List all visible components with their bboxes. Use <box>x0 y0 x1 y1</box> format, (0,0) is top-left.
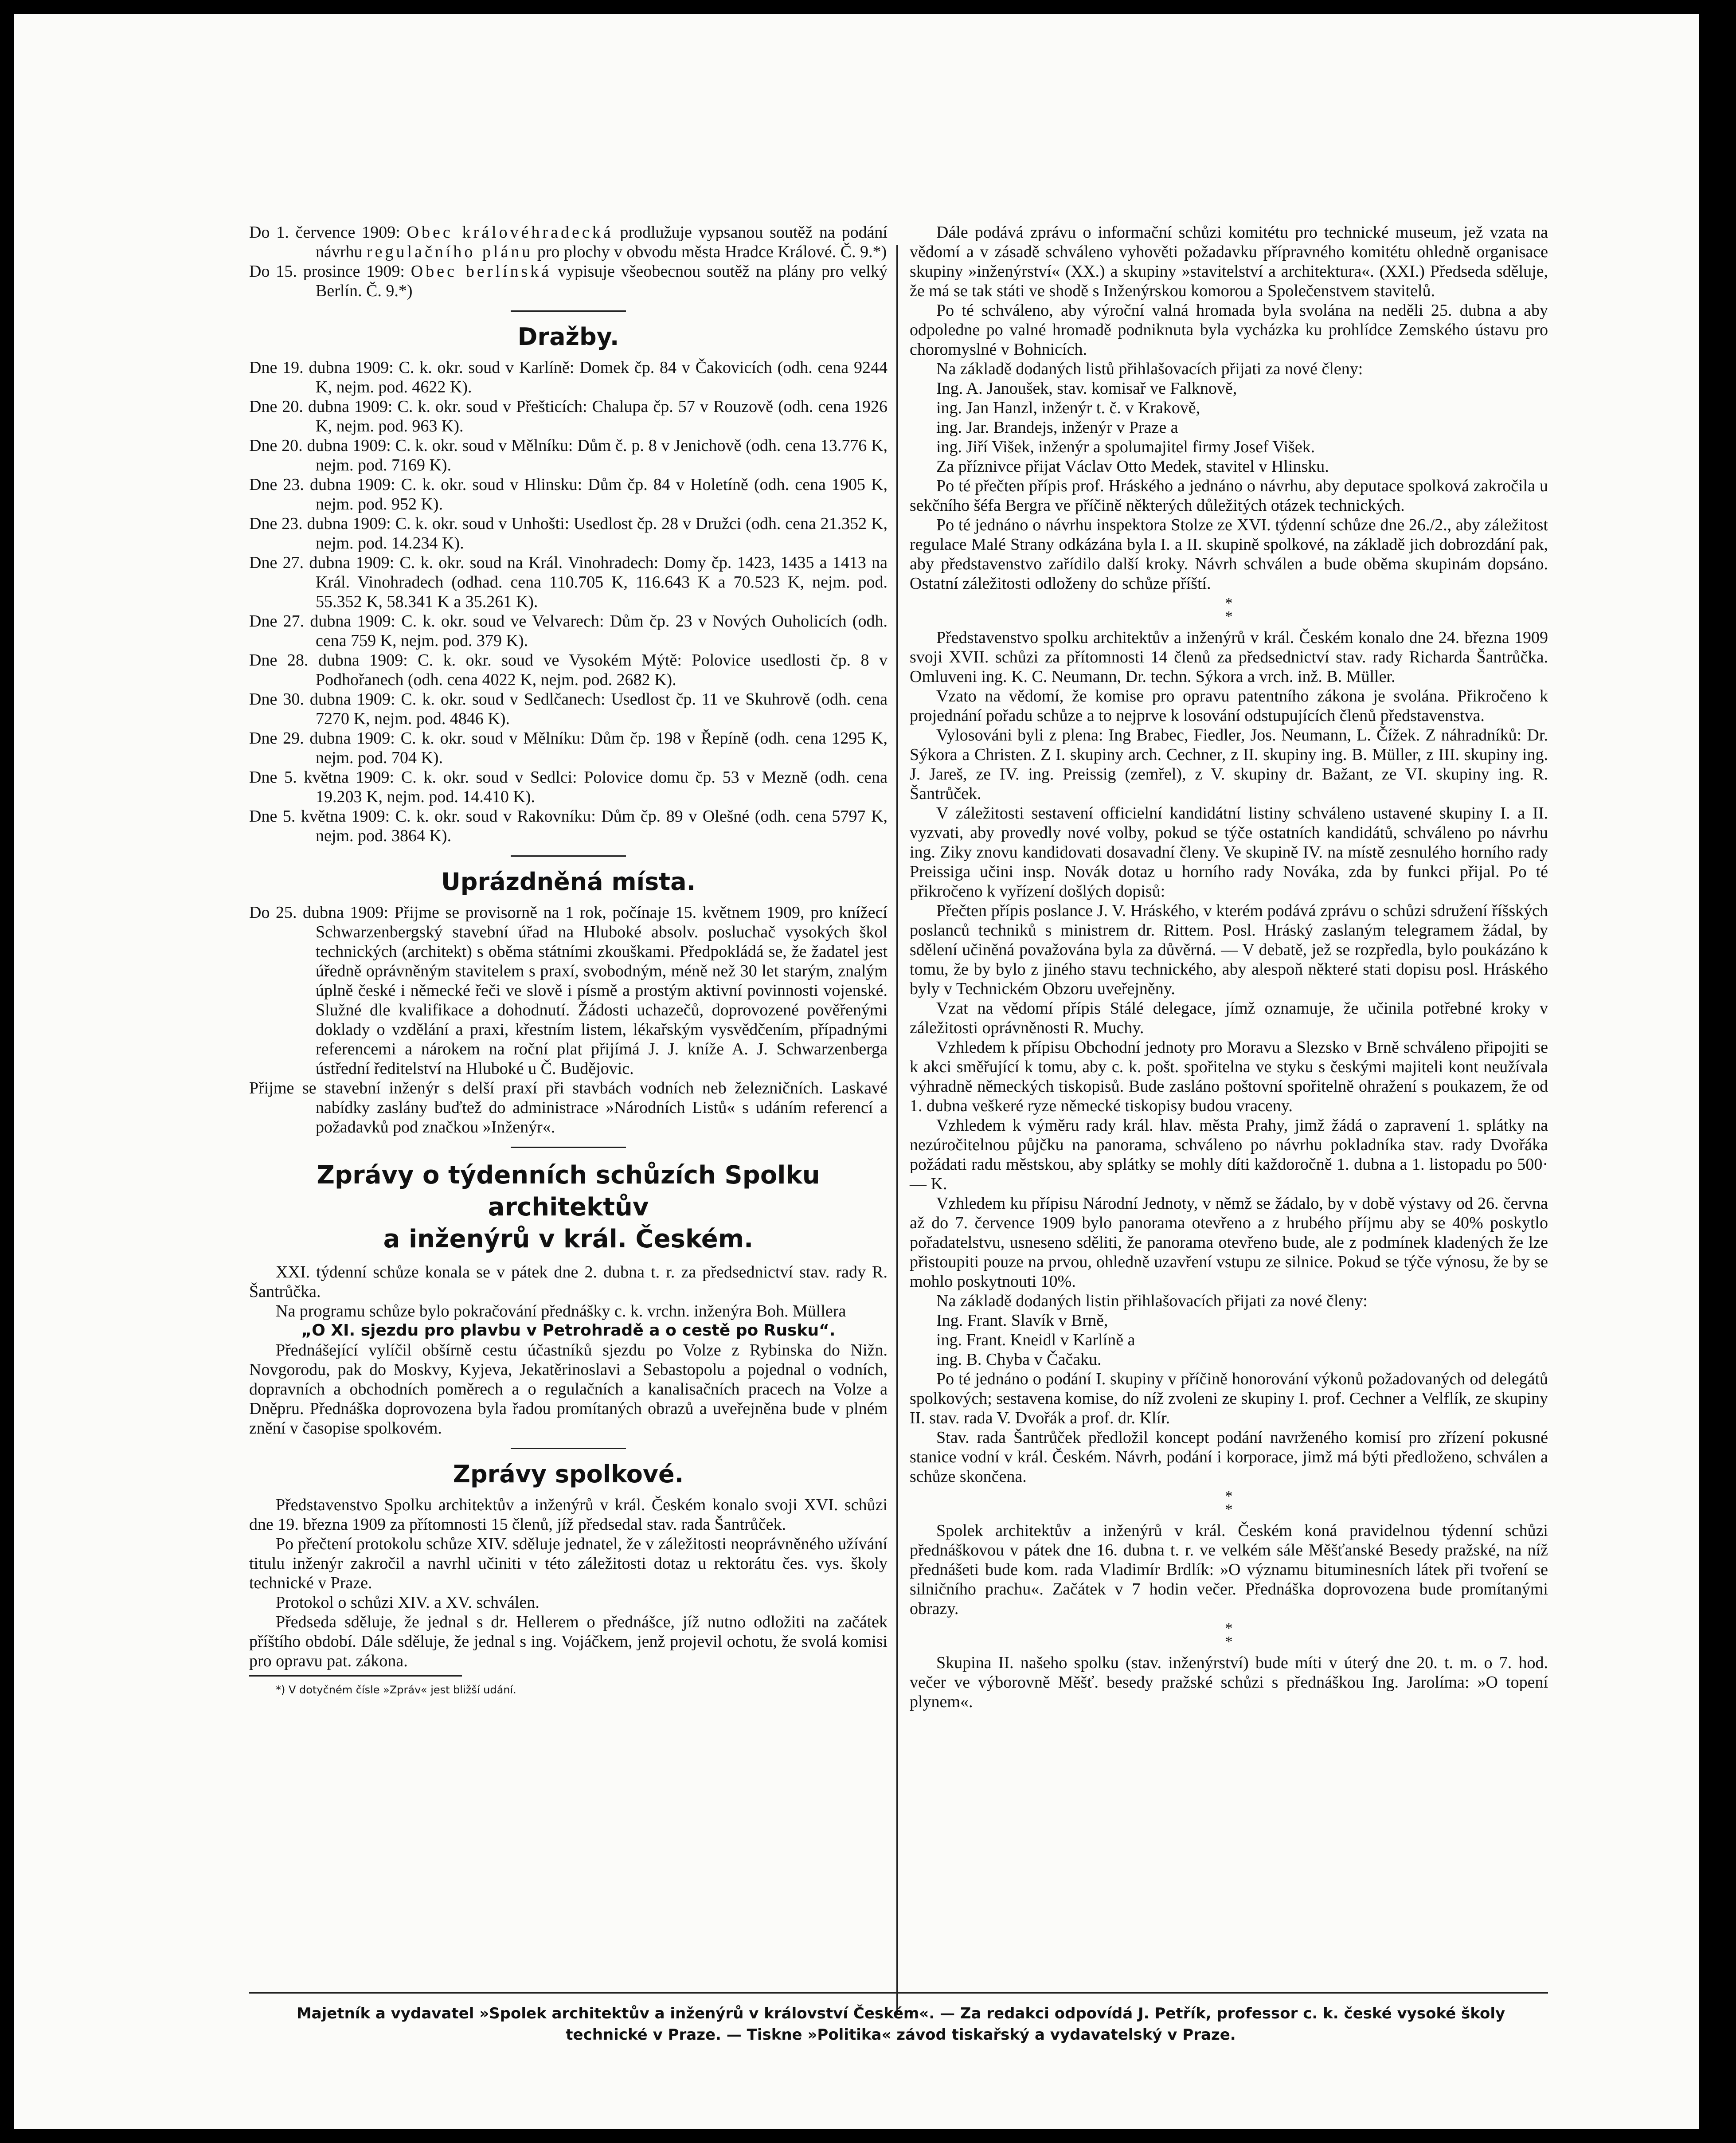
vacancy-entry: Přijme se stavební inženýr s delší praxí při stavbách vodních neb železničních. Laskavé nabídky zaslány buďtež do administrace »Národních Listů« s udáním referencí a požadavků pod značkou »Inženýr«. <box>249 1079 888 1136</box>
imprint: Majetník a vydavatel »Spolek architektův a inženýrů v království Českém«. — Za redakci odpovídá J. Petřík, professor c. k. české vysoké školy technické v Praze. — Tiskne »Politika« závod tiskařský a vydavatelský v Praze. <box>296 2005 1505 2044</box>
new-members-list <box>910 379 1548 457</box>
auction-entry: Dne 20. dubna 1909: C. k. okr. soud v Mělníku: Dům č. p. 8 v Jenichově (odh. cena 13.776 K, nejm. pod. 7169 K). <box>249 436 888 474</box>
column-divider <box>896 245 898 2014</box>
right-paragraph: Přečten přípis poslance J. V. Hráského, v kterém podává zprávu o schůzi sdružení říšských poslanců techniků s ministrem dr. Rittem. Posl. Hráský zaslaným telegramem žádal, by sdělení učiněná považována byla za důvěrná. — V debatě, jež se rozpředla, bylo poukázáno k tomu, že by bylo z jiného stavu technického, aby alespoň některé stati dopisu posl. Hráského byly v Technickém Obzoru uveřejněny. <box>910 901 1548 998</box>
competition-text: pro plochy v obvodu města Hradce Králové. Č. 9.*) <box>533 243 887 261</box>
club-paragraph: Protokol o schůzi XIV. a XV. schválen. <box>276 1593 540 1612</box>
section-rule <box>511 855 626 857</box>
competition-subject: Obec královéhradecká <box>407 223 614 242</box>
club-news-heading: Zprávy spolkové. <box>453 1460 684 1488</box>
right-paragraph: Stav. rada Šantrůček předložil koncept podání navrženého komisí pro zřízení pokusné stanice vodní v král. Českém. Návrh, podání i korporace, jimž má býti předloženo, schválen a schůze skončena. <box>910 1428 1548 1486</box>
weekly-meetings-heading <box>249 1160 888 1255</box>
right-paragraph: Na základě dodaných listin přihlašovacích přijati za nové členy: <box>936 1292 1368 1310</box>
auction-entry: Dne 30. dubna 1909: C. k. okr. soud v Sedlčanech: Usedlost čp. 11 ve Skuhrově (odh. cena 7270 K, nejm. pod. 4846 K). <box>249 690 888 728</box>
right-paragraph: V záležitosti sestavení officielní kandidátní listiny schváleno ustavené skupiny I. a II. vyzvati, aby provedly nové volby, pokud se týče ostatních kandidátů, schváleno po návrhu ing. Ziky znovu kandidovati dosavadní členy. Ve skupině IV. na místě zesnulého horního rady Preissiga učini insp. Novák dotaz u horního rady Nováka, zda by funkci přijal. Po té přikročeno k vyřízení došlých dopisů: <box>910 804 1548 901</box>
club-paragraph: Představenstvo Spolku architektův a inženýrů v král. Českém konalo svoji XVI. schůzi dne 19. března 1909 za přítomnosti 15 členů, jíž předsedal stav. rada Šantrůček. <box>249 1496 888 1534</box>
auction-entry: Dne 28. dubna 1909: C. k. okr. soud ve Vysokém Mýtě: Polovice usedlosti čp. 8 v Podhořanech (odh. cena 4022 K, nejm. pod. 2682 K). <box>249 651 888 689</box>
left-column <box>249 223 888 1700</box>
competition-entry-1 <box>249 223 888 262</box>
right-paragraph: Na základě dodaných listů přihlašovacích přijati za nové členy: <box>936 360 1363 378</box>
auction-entry: Dne 27. dubna 1909: C. k. okr. soud ve Velvarech: Dům čp. 23 v Nových Ouholicích (odh. cena 759 K, nejm. pod. 379 K). <box>249 612 888 650</box>
auction-entry: Dne 20. dubna 1909: C. k. okr. soud v Přešticích: Chalupa čp. 57 v Rouzově (odh. cena 1926 K, nejm. pod. 963 K). <box>249 397 888 435</box>
club-paragraph: Předseda sděluje, že jednal s dr. Hellerem o přednášce, jíž nutno odložiti na začátek příštího období. Dále sděluje, že jednal s ing. Vojáčkem, jenž projevil ochotu, že svolá komisi pro opravu pat. zákona. <box>249 1613 888 1670</box>
right-column <box>910 223 1548 1712</box>
list-item: ing. Frant. Kneidl v Karlíně a <box>936 1331 1135 1349</box>
weekly-paragraph: XXI. týdenní schůze konala se v pátek dne 2. dubna t. r. za předsednictví stav. rady R. Šantrůčka. <box>249 1263 888 1301</box>
auction-entry: Dne 27. dubna 1909: C. k. okr. soud na Král. Vinohradech: Domy čp. 1423, 1435 a 1413 na Král. Vinohradech (odhad. cena 110.705 K, 116.643 K a 70.523 K, nejm. pod. 55.352 K, 58.341 K a 35.261 K). <box>249 553 888 611</box>
lecture-title: „O XI. sjezdu pro plavbu v Petrohradě a o cestě po Rusku“. <box>301 1321 836 1340</box>
right-paragraph: Po té jednáno o návrhu inspektora Stolze ze XVI. týdenní schůze dne 26./2., aby záležitost regulace Malé Strany odkázána byla I. a II. skupině spolkové, na základě jich dobrozdání pak, aby představenstvo zařídilo další kroky. Návrh schválen a bude oběma skupinám dopsáno. Ostatní záležitosti odloženy do schůze příští. <box>910 516 1548 593</box>
competition-text: vypisuje všeobecnou soutěž na plány pro velký Berlín. Č. 9.*) <box>316 262 888 300</box>
section-rule <box>511 1147 626 1148</box>
right-paragraph: Po té schváleno, aby výroční valná hromada byla svolána na neděli 25. dubna a aby odpoledne po valné hromadě podniknuta byla vycházka ku prohlídce Zemského ústavu pro choromyslné v Bohnicích. <box>910 301 1548 359</box>
competition-emphasis: regulačního plánu <box>367 243 533 261</box>
imprint-rule <box>249 1992 1548 1994</box>
competition-subject: Obec berlínská <box>411 262 552 281</box>
new-members-list <box>910 1311 1548 1369</box>
auction-entry: Dne 23. dubna 1909: C. k. okr. soud v Hlinsku: Dům čp. 84 v Holetíně (odh. cena 1905 K, nejm. pod. 952 K). <box>249 475 888 513</box>
section-rule <box>511 1448 626 1449</box>
right-paragraph: Po té jednáno o podání I. skupiny v příčině honorování výkonů požadovaných od delegátů spolkových; sestavena komise, do níž zvoleni ze skupiny I. prof. Cechner a Velflík, ze skupiny II. stav. rada V. Dvořák a prof. dr. Klír. <box>910 1370 1548 1427</box>
right-paragraph: Skupina II. našeho spolku (stav. inženýrství) bude míti v úterý dne 20. t. m. o 7. hod. večer ve výborovně Měšť. besedy pražské schůzi s přednáškou Ing. Jarolíma: »O topení plynem«. <box>910 1653 1548 1711</box>
auction-entry: Dne 29. dubna 1909: C. k. okr. soud v Mělníku: Dům čp. 198 v Řepíně (odh. cena 1295 K, nejm. pod. 704 K). <box>249 729 888 767</box>
section-separator <box>910 1490 1548 1516</box>
heading-line: a inženýrů v král. Českém. <box>383 1225 754 1254</box>
list-item: ing. Jiří Višek, inženýr a spolumajitel firmy Josef Višek. <box>936 438 1315 456</box>
auction-entry: Dne 19. dubna 1909: C. k. okr. soud v Karlíně: Domek čp. 84 v Čakovicích (odh. cena 9244 K, nejm. pod. 4622 K). <box>249 358 888 396</box>
right-paragraph: Vzhledem k výměru rady král. hlav. města Prahy, jimž žádá o zapravení 1. splátky na nezúročitelnou půjčku na panorama, schváleno po návrhu pokladníka stav. rady Dvořáka požádati radu městskou, aby splátky se mohly díti každoročně 1. dubna a 1. listopadu po 500·— K. <box>910 1116 1548 1193</box>
footnote-rule <box>249 1675 462 1677</box>
right-paragraph: Vzat na vědomí přípis Stálé delegace, jímž oznamuje, že učinila potřebné kroky v záležitosti oprávněnosti R. Muchy. <box>910 999 1548 1037</box>
competition-date: Do 1. července 1909: <box>249 223 400 242</box>
footnote: *) V dotyčném čísle »Zpráv« jest bližší udání. <box>276 1684 516 1696</box>
document-page <box>14 14 1699 2129</box>
right-paragraph: Vylosováni byli z plena: Ing Brabec, Fiedler, Jos. Neumann, L. Čížek. Z náhradníků: Dr. Sýkora a Christen. Z I. skupiny arch. Cechner, z II. skupiny ing. B. Müller, z III. skupiny ing. J. Jareš, ze IV. ing. Preissig (zemřel), z V. skupiny dr. Bažant, ze VI. skupiny ing. R. Šantrůček. <box>910 726 1548 803</box>
star-ornament: * <box>1225 1620 1233 1637</box>
right-paragraph: Vzhledem k přípisu Obchodní jednoty pro Moravu a Slezsko v Brně schváleno připojiti se k akci směřující k tomu, aby c. k. pošt. spořitelna ve styku s českými majiteli kont neužívala výhradně německých tiskopisů. Bude zasláno poštovní spořitelně ohražení s poukazem, že od 1. dubna veškeré ryze německé tiskopisy budou vraceny. <box>910 1038 1548 1115</box>
right-paragraph: Po té přečten přípis prof. Hráského a jednáno o návrhu, aby deputace spolková zakročila u sekčního šéfa Bergra ve příčině některých důležitých otázek technických. <box>910 477 1548 515</box>
list-item: Ing. A. Janoušek, stav. komisař ve Falknově, <box>936 379 1237 398</box>
star-ornament: * <box>1225 595 1233 611</box>
vacancy-entry: Do 25. dubna 1909: Přijme se provisorně na 1 rok, počínaje 15. květnem 1909, pro knížecí Schwarzenbergský stavební úřad na Hluboké absolv. posluchač vysokých škol technických (architekt) s oběma státními zkouškami. Předpokládá se, že žadatel jest úředně oprávněným stavitelem s praxí, svobodným, méně než 30 let starým, znalým úplně české i německé řeči ve slově i písmě a prostým aktivní povinnosti vojenské. Služné dle kvalifikace a dohodnutí. Žádosti uchazečů, doprovozené pověřenými doklady o vzdělání a praxi, křestním listem, lékařským vysvědčením, případnými referencemi a nárokem na roční plat přijímá J. J. kníže A. J. Schwarzenberga ústřední ředitelství na Hluboké u Č. Budějovic. <box>249 903 888 1078</box>
section-separator <box>910 597 1548 623</box>
list-item: Ing. Frant. Slavík v Brně, <box>936 1311 1108 1330</box>
star-ornament: * <box>1225 1501 1233 1518</box>
right-paragraph: Vzhledem ku přípisu Národní Jednoty, v němž se žádalo, by v době výstavy od 26. června až do 7. července 1909 bylo panorama otevřeno a z hrubého příjmu aby se 40% poskytlo pořadatelstvu, usneseno sděliti, že panorama otevřeno bude, ale z podmínek kladených že lze přistoupiti pouze na prvou, ohledně uzavření vstupu ze silnice. Pokud se týče výnosu, že by se mohlo poskytnouti 10%. <box>910 1194 1548 1291</box>
auction-entry: Dne 5. května 1909: C. k. okr. soud v Sedlci: Polovice domu čp. 53 v Mezně (odh. cena 19.203 K, nejm. pod. 14.410 K). <box>249 768 888 806</box>
competition-entry-2 <box>249 262 888 301</box>
club-paragraph: Po přečtení protokolu schůze XIV. sděluje jednatel, že v záležitosti neoprávněného užívání titulu inženýr zakročil a navrhl učiniti v této záležitosti dotaz u rektorátu čes. vys. školy technické v Praze. <box>249 1535 888 1592</box>
star-ornament: * <box>1225 1488 1233 1504</box>
right-paragraph: Za příznivce přijat Václav Otto Medek, stavitel v Hlinsku. <box>936 457 1329 476</box>
vacancies-heading: Uprázdněná místa. <box>441 868 696 896</box>
right-paragraph: Dále podává zprávu o informační schůzi komitétu pro technické museum, jež vzata na vědomí a v zásadě schváleno vyhověti požadavku přípravného komitétu ohledně organisace skupiny »inženýrství« (XX.) a skupiny »stavitelství a architektura«. (XXI.) Předseda sděluje, že má se tak státi ve shodě s Inženýrskou komorou a Společenstvem stavitelů. <box>910 223 1548 300</box>
auction-entry: Dne 23. dubna 1909: C. k. okr. soud v Unhošti: Usedlost čp. 28 v Družci (odh. cena 21.352 K, nejm. pod. 14.234 K). <box>249 514 888 552</box>
section-separator <box>910 1622 1548 1649</box>
weekly-paragraph: Na programu schůze bylo pokračování přednášky c. k. vrchn. inženýra Boh. Müllera <box>276 1302 846 1320</box>
list-item: ing. Jar. Brandejs, inženýr v Praze a <box>936 418 1178 437</box>
right-paragraph: Představenstvo spolku architektův a inženýrů v král. Českém konalo dne 24. března 1909 svoji XVII. schůzi za přítomnosti 14 členů za předsednictví stav. rady Richarda Šantrůčka. Omluveni ing. K. C. Neumann, Dr. techn. Sýkora a vrch. inž. B. Müller. <box>910 628 1548 686</box>
auctions-heading: Dražby. <box>517 323 619 351</box>
star-ornament: * <box>1225 1634 1233 1650</box>
list-item: ing. B. Chyba v Čačaku. <box>936 1350 1102 1369</box>
auction-entry: Dne 5. května 1909: C. k. okr. soud v Rakovníku: Dům čp. 89 v Olešné (odh. cena 5797 K, nejm. pod. 3864 K). <box>249 807 888 845</box>
right-paragraph: Spolek architektův a inženýrů v král. Českém koná pravidelnou týdenní schůzi přednáškovou v pátek dne 16. dubna t. r. ve velkém sále Měšťanské Besedy pražské, na níž přednášeti bude kom. rada Vladimír Brdlík: »O významu bituminesních látek při tvoření se silničního prachu«. Začátek v 7 hodin večer. Přednáška doprovozena bude promítanými obrazy. <box>910 1521 1548 1618</box>
competition-text: prodlužuje vypsanou soutěž na podání návrhu <box>316 223 888 261</box>
weekly-paragraph: Přednášející vylíčil obšírně cestu účastníků sjezdu po Volze z Rybinska do Nižn. Novgorodu, pak do Moskvy, Kyjeva, Jekatěrinoslavi a Sebastopolu a pojednal o vodních, dopravních a obchodních poměrech a o regulačních a kanalisačních pracech na Volze a Dněpru. Přednáška doprovozena byla řadou promítaných obrazů a uveřejněna bude v plném znění v časopise spolkovém. <box>249 1341 888 1438</box>
star-ornament: * <box>1225 608 1233 625</box>
heading-line: Zprávy o týdenních schůzích Spolku architektův <box>317 1161 820 1222</box>
section-rule <box>511 310 626 312</box>
right-paragraph: Vzato na vědomí, že komise pro opravu patentního zákona je svolána. Přikročeno k projednání pořadu schůze a to nejprve k losování odstupujících členů představenstva. <box>910 687 1548 725</box>
competition-date: Do 15. prosince 1909: <box>249 262 405 281</box>
list-item: ing. Jan Hanzl, inženýr t. č. v Krakově, <box>936 399 1200 417</box>
